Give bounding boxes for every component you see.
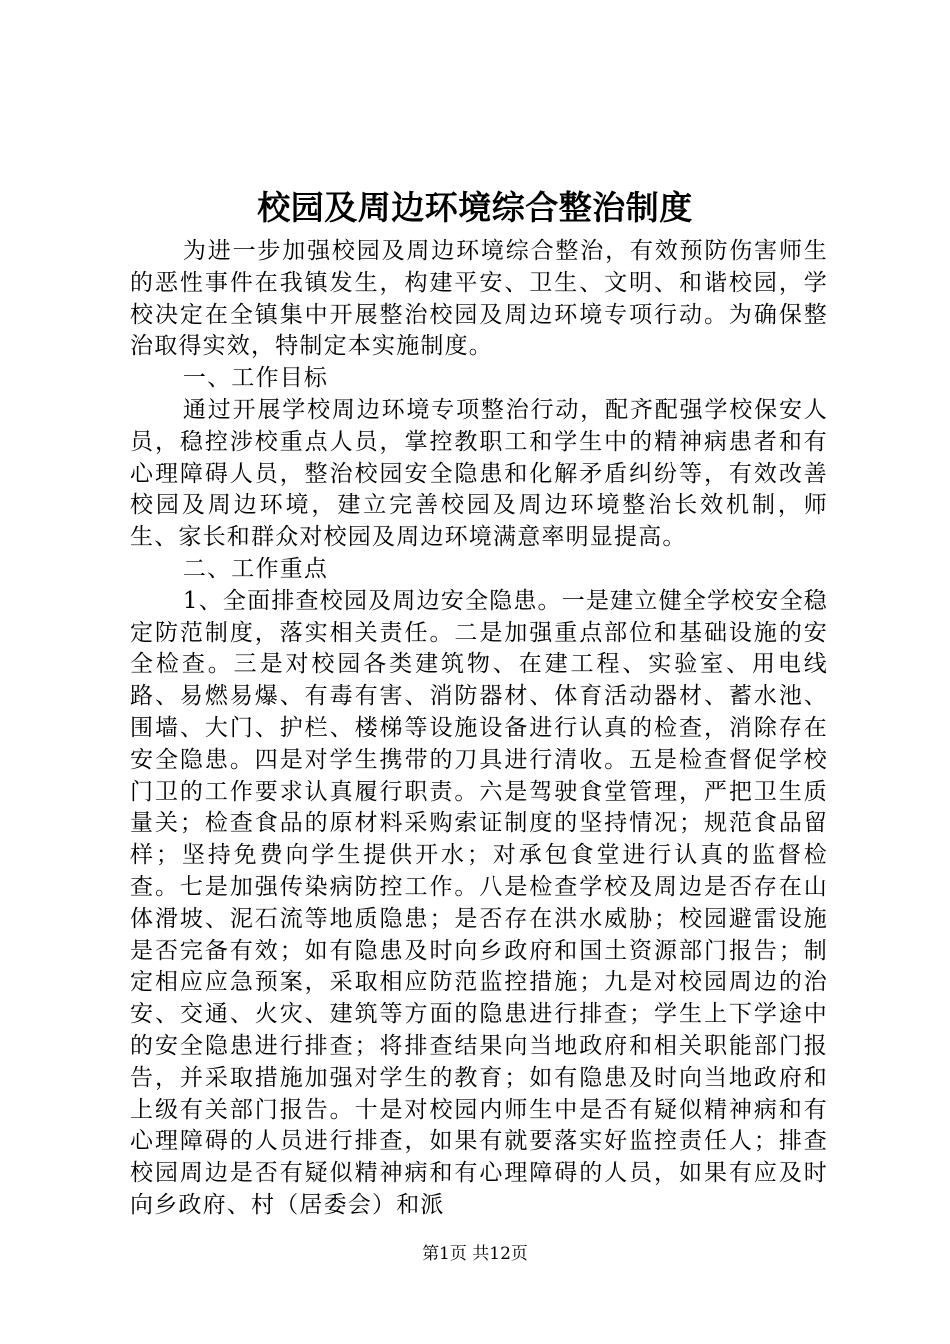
goals-paragraph: 通过开展学校周边环境专项整治行动，配齐配强学校保安人员，稳控涉校重点人员，掌控教职工和学生中的精神病患者和有心理障碍人员，整治校园安全隐患和化解矛盾纠纷等，有效改善校园及周边环境，建立完善校园及周边环境整治长效机制，师生、家长和群众对校园及周边环境满意率明显提高。: [130, 396, 828, 551]
focus-paragraph: 1、全面排查校园及周边安全隐患。一是建立健全学校安全稳定防范制度，落实相关责任。二是加强重点部位和基础设施的安全检查。三是对校园各类建筑物、在建工程、实验室、用电线路、易燃易爆、有毒有害、消防器材、体育活动器材、蓄水池、围墙、大门、护栏、楼梯等设施设备进行认真的检查，消除存在安全隐患。四是对学生携带的刀具进行清收。五是检查督促学校门卫的工作要求认真履行职责。六是驾驶食堂管理，严把卫生质量关；检查食品的原材料采购索证制度的坚持情况；规范食品留样；坚持免费向学生提供开水；对承包食堂进行认真的监督检查。七是加强传染病防控工作。八是检查学校及周边是否存在山体滑坡、泥石流等地质隐患；是否存在洪水威胁；校园避雷设施是否完备有效；如有隐患及时向乡政府和国土资源部门报告；制定相应应急预案，采取相应防范监控措施；九是对校园周边的治安、交通、火灾、建筑等方面的隐患进行排查；学生上下学途中的安全隐患进行排查；将排查结果向当地政府和相关职能部门报告，并采取措施加强对学生的教育；如有隐患及时向当地政府和上级有关部门报告。十是对校园内师生中是否有疑似精神病和有心理障碍的人员进行排查，如果有就要落实好监控责任人；排查校园周边是否有疑似精神病和有心理障碍的人员，如果有应及时向乡政府、村（居委会）和派: [130, 587, 828, 1218]
section-heading-focus: 二、工作重点: [182, 555, 329, 582]
document-title: 校园及周边环境综合整治制度: [257, 188, 693, 227]
document-body: [130, 236, 828, 1222]
intro-paragraph: 为进一步加强校园及周边环境综合整治，有效预防伤害师生的恶性事件在我镇发生，构建平安、卫生、文明、和谐校园，学校决定在全镇集中开展整治校园及周边环境专项行动。为确保整治取得实效，特制定本实施制度。: [130, 238, 828, 360]
page-footer: 第1页 共12页: [422, 1244, 528, 1264]
section-heading-goals: 一、工作目标: [182, 365, 329, 392]
